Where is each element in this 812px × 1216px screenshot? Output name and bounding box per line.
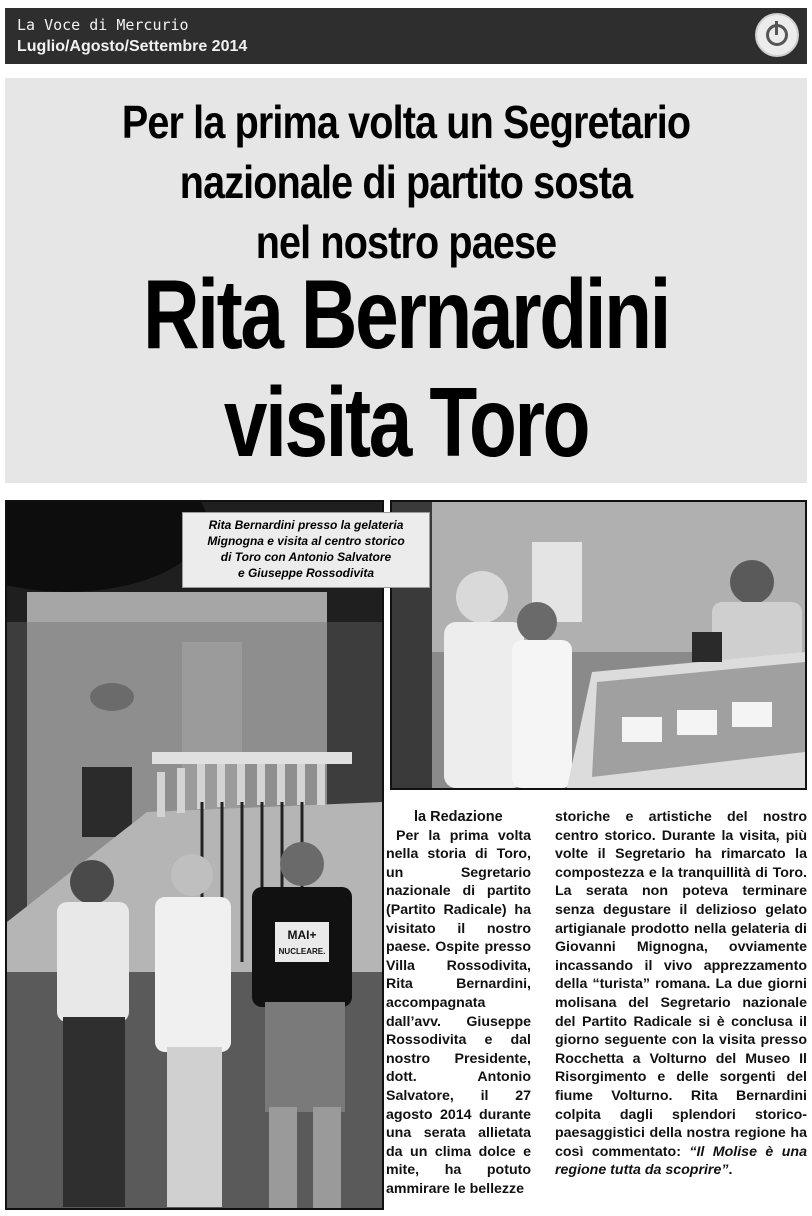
- article-column-2: [555, 808, 807, 1180]
- tshirt-text-line: MAI+: [287, 928, 317, 942]
- article-column-1: [386, 808, 531, 1198]
- headline-block: [5, 78, 807, 483]
- kicker-line: Per la prima volta un Segretario: [121, 96, 691, 148]
- article-paragraph: Per la prima volta nella storia di Toro, un Segretario nazionale di partito (Partito Radicale) ha visitato il nostro paese. Ospite presso Villa Rossodivita, Rita Bernardini, accompagnata dall’avv. Giuseppe Rossodivita e dal nostro Presidente, dott. Antonio Salvatore, il 27 agosto 2014 durante una serata allietata da un clima dolce e mite, ha potuto ammirare le bellezze: [386, 827, 531, 1197]
- issue-date: Luglio/Agosto/Settembre 2014: [17, 38, 248, 55]
- kicker-line: nazionale di partito sosta: [179, 156, 633, 208]
- publication-logo-icon: [755, 13, 799, 57]
- byline: la Redazione: [414, 809, 503, 825]
- masthead: [5, 8, 807, 64]
- article-paragraph: [555, 808, 807, 1180]
- title-line: Rita Bernardini: [143, 259, 669, 369]
- headline-title: [85, 260, 727, 476]
- tshirt-text-line: NUCLEARE.: [278, 947, 326, 956]
- publication-name: La Voce di Mercurio: [17, 16, 189, 34]
- caption-line: di Toro con Antonio Salvatore: [220, 550, 392, 564]
- caption-line: Rita Bernardini presso la gelateria: [208, 518, 404, 532]
- title-line: visita Toro: [223, 367, 589, 477]
- photo-town-centre: [5, 500, 384, 1210]
- photo-caption: [182, 512, 430, 588]
- article-text-end: .: [728, 1162, 733, 1179]
- article-quote: “Il Molise è una regione tutta da scoprire”: [555, 1143, 807, 1179]
- caption-line: e Giuseppe Rossodivita: [237, 566, 375, 580]
- kicker-line: nel nostro paese: [255, 216, 557, 268]
- article-text: storiche e artistiche del nostro centro storico. Durante la visita, più volte il Segretario ha rimarcato la compostezza e la tranquillità di Toro. La serata non poteva terminare senza degustare il delizioso gelato artigianale prodotto nella gelateria di Giovanni Mignogna, ovviamente incassando il vivo apprezzamento della “turista” romana. La due giorni molisana del Segretario nazionale del Partito Radicale si è conclusa il giorno seguente con la visita presso Rocchetta a Volturno del Museo Il Risorgimento e delle sorgenti del fiume Volturno. Rita Bernardini colpita dagli splendori storico-paesaggistici della nostra regione ha così commentato:: [555, 809, 807, 1160]
- photo-town-centre-image: [7, 502, 382, 1208]
- photo-gelateria-image: [392, 502, 805, 788]
- headline-kicker: [61, 92, 751, 272]
- caption-line: Mignogna e visita al centro storico: [207, 534, 405, 548]
- photo-gelateria: [390, 500, 807, 790]
